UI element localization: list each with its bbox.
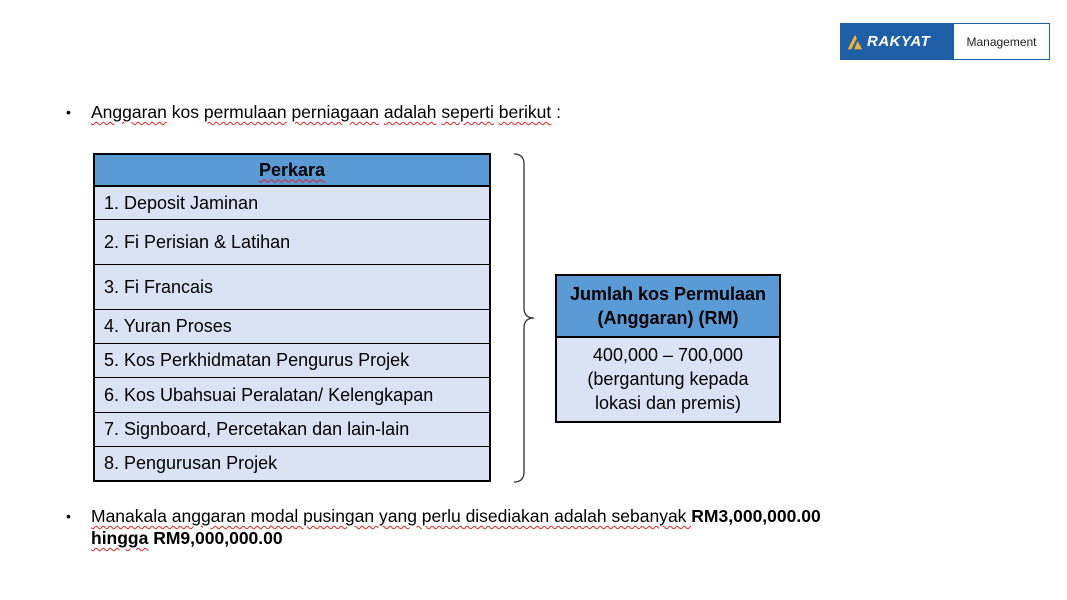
table-row bbox=[94, 186, 490, 220]
table-row bbox=[94, 344, 490, 378]
word: hingga bbox=[91, 528, 149, 548]
summary-header-line2: (Anggaran) (RM) bbox=[597, 308, 739, 328]
word: : bbox=[551, 102, 562, 122]
table-cell: 2. Fi Perisian & Latihan bbox=[94, 220, 490, 265]
summary-note-line2: lokasi dan premis) bbox=[594, 393, 742, 413]
summary-header-line1: Jumlah kos Permulaan bbox=[569, 284, 767, 304]
table-header-perkara bbox=[94, 154, 490, 186]
word: permulaan bbox=[203, 102, 287, 122]
table-cell: 3. Fi Francais bbox=[94, 265, 490, 310]
rakyat-emblem-icon bbox=[846, 33, 864, 51]
summary-range: 400,000 – 700,000 bbox=[592, 345, 744, 365]
cost-items-table bbox=[93, 153, 491, 482]
table-cell: 4. Yuran Proses bbox=[94, 310, 490, 344]
table-row bbox=[94, 447, 490, 482]
table-cell: 6. Kos Ubahsuai Peralatan/ Kelengkapan bbox=[94, 378, 490, 413]
table-row bbox=[94, 265, 490, 310]
bullet-dot: • bbox=[66, 508, 71, 524]
summary-header bbox=[557, 276, 779, 338]
table-row bbox=[94, 413, 490, 447]
bullet-dot: • bbox=[66, 104, 71, 120]
table-cell: 5. Kos Perkhidmatan Pengurus Projek bbox=[94, 344, 490, 378]
word: kos bbox=[166, 102, 204, 122]
table-cell: 7. Signboard, Percetakan dan lain-lain bbox=[94, 413, 490, 447]
company-logo bbox=[840, 23, 1050, 60]
amount-max: RM9,000,000.00 bbox=[148, 528, 283, 548]
right-brace-icon bbox=[512, 150, 552, 488]
startup-cost-summary bbox=[555, 274, 781, 423]
bullet-working-capital-line2 bbox=[91, 527, 283, 549]
summary-note-line1: (bergantung kepada bbox=[587, 369, 749, 389]
table-cell: 8. Pengurusan Projek bbox=[94, 447, 490, 482]
logo-brand-text: RAKYAT bbox=[867, 33, 931, 50]
amount-min: RM3,000,000.00 bbox=[691, 506, 821, 526]
summary-body bbox=[557, 338, 779, 421]
word: perniagaan bbox=[291, 102, 380, 122]
bullet-working-capital-line1 bbox=[91, 505, 821, 527]
table-row bbox=[94, 310, 490, 344]
table-row bbox=[94, 220, 490, 265]
logo-brand-panel bbox=[841, 24, 954, 59]
table-row bbox=[94, 378, 490, 413]
table-header-row bbox=[94, 154, 490, 186]
word: adalah bbox=[383, 102, 437, 122]
bullet-intro-text bbox=[91, 101, 561, 123]
word: berikut bbox=[498, 102, 552, 122]
logo-sub-text: Management bbox=[966, 34, 1037, 49]
table-cell: 1. Deposit Jaminan bbox=[94, 186, 490, 220]
header-text: Perkara bbox=[258, 159, 326, 180]
line1-text: Manakala anggaran modal pusingan yang perlu disediakan adalah sebanyak bbox=[91, 506, 692, 526]
word: Anggaran bbox=[91, 102, 167, 122]
word: seperti bbox=[441, 102, 494, 122]
